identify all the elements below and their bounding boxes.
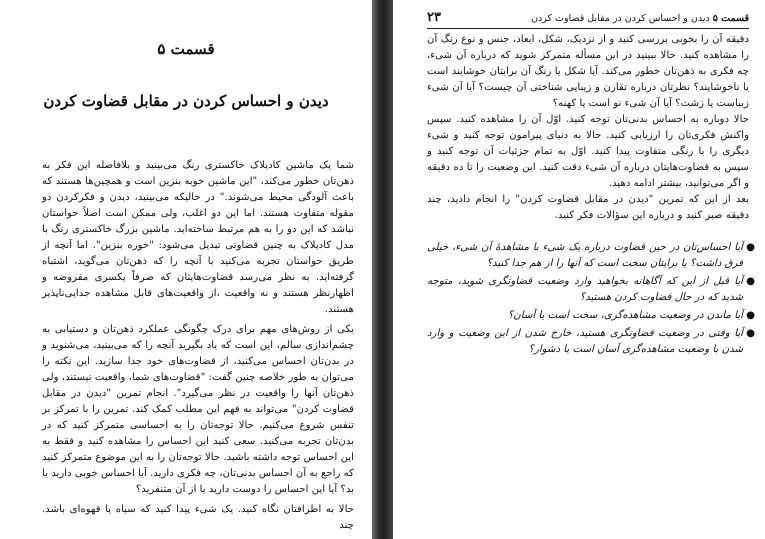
- question-text: آیا احساس‌تان در حین قضاوت درباره یک شیء با مشاهدهٔ آن شیء، خیلی فرق داشت؟ یا برایتان سخت است که آنها را از هم جدا کنید؟: [427, 242, 743, 269]
- paragraph: حالا به اطرافتان نگاه کنید. یک شیء پیدا کنید که سیاه یا قهوه‌ای باشد. چند: [42, 504, 354, 531]
- paragraph: بعد از این که تمرین "دیدن در مقابل قضاوت کردن" را انجام دادید، چند دقیقه صبر کنید و درباره این سؤالات فکر کنید.: [427, 194, 749, 221]
- bullet-icon: ●: [746, 242, 755, 253]
- question-text: آیا قبل از این که آگاهانه بخواهید وارد وضعیت قضاوتگری شوید، متوجه شدید که در حال قضاوت کردن هستید؟: [427, 276, 743, 303]
- right-body: [427, 32, 749, 224]
- header-text: دیدن و احساس کردن در مقابل قضاوت کردن: [531, 13, 710, 24]
- list-item: [427, 308, 755, 324]
- list-item: [427, 274, 755, 306]
- header-title: [531, 13, 749, 24]
- bullet-icon: ●: [746, 276, 755, 287]
- chapter-title: دیدن و احساس کردن در مقابل قضاوت کردن: [43, 92, 329, 110]
- list-item: [427, 240, 755, 272]
- paragraph: حالا دوباره به احساس بدنی‌تان توجه کنید. اوّل آن را مشاهده کنید. سپس واکنش فکری‌تان را ارزیابی کنید. حالا به دنیای پیرامون توجه کنید و شیء دیگری را با رنگی متفاوت پیدا کنید. اوّل به تمام جزئیات آن توجه کنید و سپس به قضاوت‌هایتان درباره آن شیء دقت کنید. این وضعیت را تا ده دقیقه و اگر می‌توانید، بیشتر ادامه دهید.: [427, 114, 749, 189]
- chapter-heading: قسمت ۵: [157, 40, 215, 58]
- paragraph: یکی از روش‌های مهم برای درک چگونگی عملکرد ذهن‌تان و دستیابی به چشم‌اندازی سالم، این است که یاد بگیرید آنچه را که می‌بینید، می‌شنوید و در بدن‌تان احساس می‌کنید، از قضاوت‌های خود جدا سازید. این نکته را می‌توان به طور خلاصه چنین گفت: "قضاوت‌های شما، واقعیت نیستند، ولی ذهن‌تان آنها را واقعیت در نظر می‌گیرد". انجام تمرین "دیدن در مقابل قضاوت کردن" می‌تواند به فهم این مطلب کمک کند. تمرین را با تمرکز بر تنفس شروع می‌کنیم. حالا توجه‌تان را به احساسی متمرکز کنید که در بدن‌تان تجربه می‌کنید. سعی کنید این احساس را مشاهده کنید و فقط به این احساس توجه داشته باشید. حالا توجه‌تان را به این موضوع متمرکز کنید که راجع به آن احساس بدنی‌تان، چه فکری دارید. آیا احساس خوبی دارید یا بد؟ آیا این احساس را دوست دارید یا از آن متنفرید؟: [42, 324, 354, 495]
- paragraph: دقیقه آن را بخوبی بررسی کنید و از نزدیک، شکل، ابعاد، جنس و نوع رنگ آن را مشاهده کنید. حالا ببینید در این مسأله متمرکز شوید که درباره آن شیء، چه فکری به ذهن‌تان خطور می‌کند. آیا شکل یا رنگ آن برایتان خوشایند است یا ناخوشایند؟ نظرتان درباره تقارن و زیبایی شناختی آن چیست؟ آیا آن شیء زیباست یا زشت؟ آیا آن شیء نو است یا کهنه؟: [427, 34, 749, 109]
- left-body: [42, 158, 354, 538]
- bullet-icon: ●: [746, 328, 755, 339]
- page-number: ۲۳: [427, 10, 441, 25]
- book-gutter: [372, 0, 393, 539]
- question-list: [427, 240, 755, 360]
- right-page: [393, 0, 765, 539]
- running-header: [427, 10, 749, 29]
- question-text: آیا وقتی در وضعیت قضاوتگری هستید، خارج شدن از این وضعیت و وارد شدن با وضعیت مشاهده‌گری آسان است یا دشوار؟: [427, 328, 743, 355]
- question-text: آیا ماندن در وضعیت مشاهده‌گری، سخت است یا آسان؟: [507, 310, 743, 321]
- bullet-icon: ●: [746, 310, 755, 321]
- paragraph: شما یک ماشین کادیلاک خاکستری رنگ می‌بینید و بلافاصله این فکر به ذهن‌تان خطور می‌کند، "این ماشین خوبه بنزین است و همچین‌ها هستند که باعث آلودگی محیط می‌شوند." در حالیکه می‌بینید، دیدن و فکرکردن دو مقوله متفاوت هستند. اما این دو اغلب، ولی ممکن است اصلاً حواستان نباشد که این دو را به هم مرتبط ساخته‌اید. ماشین بزرگ خاکستری رنگ با مدل کادیلاک به چنین قضاوتی تبدیل می‌شود: "خوره بنزین". اما آنچه از طریق حواستان تجربه می‌کنید با آنچه را که ذهن‌تان می‌گوید، اشتباه گرفته‌اید. به نظر می‌رسد قضاوت‌هایتان که صرفاً یکسری مفروضه و اظهارنظر هستند و نه واقعیت ،از واقعیت‌های قابل مشاهده جدایی‌ناپذیر هستند.: [42, 160, 354, 315]
- list-item: [427, 326, 755, 358]
- left-page: [0, 0, 372, 539]
- header-chapter: قسمت ۵: [712, 13, 749, 24]
